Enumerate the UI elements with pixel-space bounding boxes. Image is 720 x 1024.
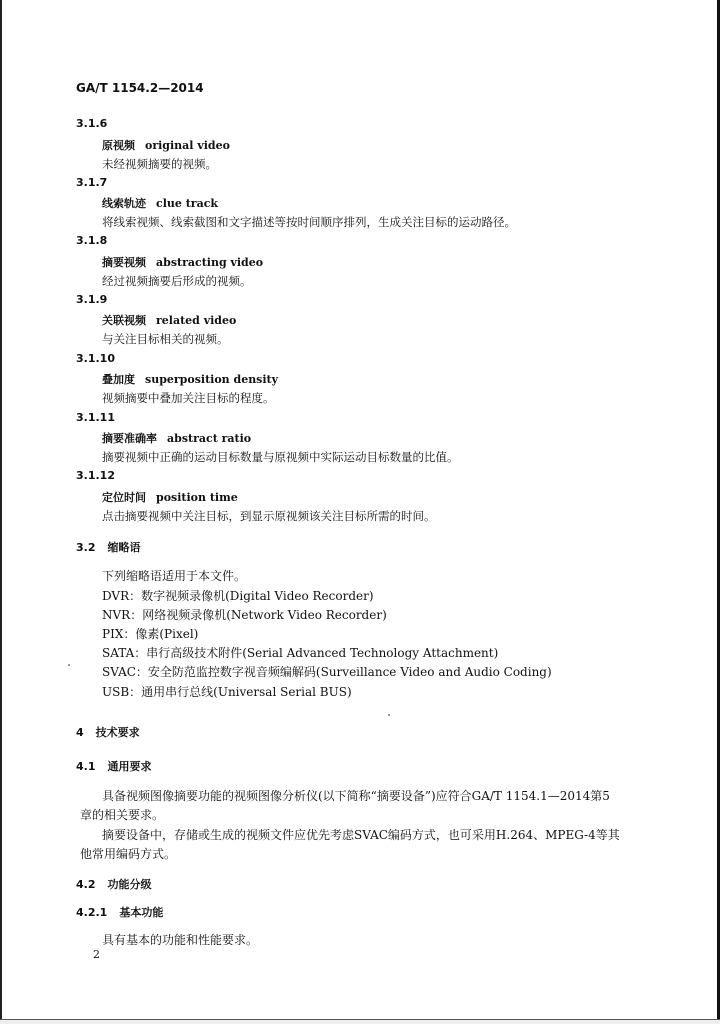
term-zh: 叠加度 xyxy=(102,373,135,386)
term-definition: 点击摘要视频中关注目标，到显示原视频该关注目标所需的时间。 xyxy=(102,509,436,523)
paragraph-4-2-1: 具有基本的功能和性能要求。 xyxy=(102,933,259,947)
paragraph-line: 摘要设备中，存储或生成的视频文件应优先考虑SVAC编码方式，也可采用H.264、MPEG-4等其 xyxy=(102,828,620,842)
clause-number: 3.1.11 xyxy=(76,411,115,424)
section-title: 功能分级 xyxy=(107,878,152,891)
clause-number: 3.1.6 xyxy=(76,117,108,130)
term-en: abstracting video xyxy=(156,256,264,269)
term-heading xyxy=(102,371,278,387)
scan-speck xyxy=(388,714,390,716)
paragraph-line: 他常用编码方式。 xyxy=(80,847,177,861)
abbreviation-item: DVR：数字视频录像机(Digital Video Recorder) xyxy=(102,589,374,603)
scan-bottom-shadow xyxy=(0,1020,720,1024)
paragraph-line: 章的相关要求。 xyxy=(80,808,165,822)
term-zh: 原视频 xyxy=(102,139,135,152)
term-zh: 摘要视频 xyxy=(102,256,146,269)
section-heading-4-2 xyxy=(76,876,152,892)
section-title: 缩略语 xyxy=(107,541,141,554)
page-number: 2 xyxy=(93,948,100,961)
section-title: 通用要求 xyxy=(107,760,152,773)
clause-number: 3.1.8 xyxy=(76,234,108,247)
section-heading-4 xyxy=(76,724,140,740)
section-number: 4.2 xyxy=(76,878,96,891)
section-heading-3-2 xyxy=(76,539,141,555)
section-title: 基本功能 xyxy=(119,906,164,919)
clause-number: 3.1.12 xyxy=(76,469,115,482)
term-definition: 经过视频摘要后形成的视频。 xyxy=(102,274,252,288)
term-heading xyxy=(102,312,236,328)
scan-left-edge xyxy=(0,0,2,1024)
term-definition: 与关注目标相关的视频。 xyxy=(102,332,229,346)
term-en: abstract ratio xyxy=(167,432,252,445)
term-en: original video xyxy=(145,139,230,152)
term-en: related video xyxy=(156,314,237,327)
clause-number: 3.1.10 xyxy=(76,352,115,365)
term-definition: 将线索视频、线索截图和文字描述等按时间顺序排列，生成关注目标的运动路径。 xyxy=(102,215,516,229)
abbreviation-item: PIX：像素(Pixel) xyxy=(102,627,199,641)
term-en: superposition density xyxy=(145,373,279,386)
term-zh: 线索轨迹 xyxy=(102,197,146,210)
term-heading xyxy=(102,430,251,446)
term-definition: 视频摘要中叠加关注目标的程度。 xyxy=(102,391,275,405)
clause-number: 3.1.9 xyxy=(76,293,108,306)
abbreviation-item: SATA：串行高级技术附件(Serial Advanced Technology Attachment) xyxy=(102,646,499,660)
term-heading xyxy=(102,137,230,153)
clause-number: 3.1.7 xyxy=(76,176,108,189)
term-definition: 未经视频摘要的视频。 xyxy=(102,157,217,171)
abbreviations-intro: 下列缩略语适用于本文件。 xyxy=(102,569,247,583)
paragraph-4-1 xyxy=(80,787,650,867)
abbreviation-item: SVAC：安全防范监控数字视音频编解码(Surveillance Video and Audio Coding) xyxy=(102,665,552,679)
document-code: GA/T 1154.2—2014 xyxy=(76,81,204,95)
section-number: 3.2 xyxy=(76,541,96,554)
section-number: 4 xyxy=(76,726,84,739)
section-title: 技术要求 xyxy=(95,726,140,739)
section-heading-4-2-1 xyxy=(76,904,163,920)
term-definition: 摘要视频中正确的运动目标数量与原视频中实际运动目标数量的比值。 xyxy=(102,450,459,464)
term-heading xyxy=(102,489,238,505)
term-zh: 摘要准确率 xyxy=(102,432,157,445)
term-zh: 定位时间 xyxy=(102,491,146,504)
section-number: 4.2.1 xyxy=(76,906,108,919)
abbreviation-item: NVR：网络视频录像机(Network Video Recorder) xyxy=(102,608,387,622)
term-heading xyxy=(102,254,263,270)
term-en: clue track xyxy=(156,197,219,210)
section-number: 4.1 xyxy=(76,760,96,773)
term-zh: 关联视频 xyxy=(102,314,146,327)
scan-speck xyxy=(68,664,70,666)
section-heading-4-1 xyxy=(76,758,152,774)
paragraph-line: 具备视频图像摘要功能的视频图像分析仪(以下简称“摘要设备”)应符合GA/T 1154.1—2014第5 xyxy=(102,789,610,803)
abbreviation-item: USB：通用串行总线(Universal Serial BUS) xyxy=(102,685,352,699)
term-heading xyxy=(102,195,218,211)
term-en: position time xyxy=(156,491,238,504)
